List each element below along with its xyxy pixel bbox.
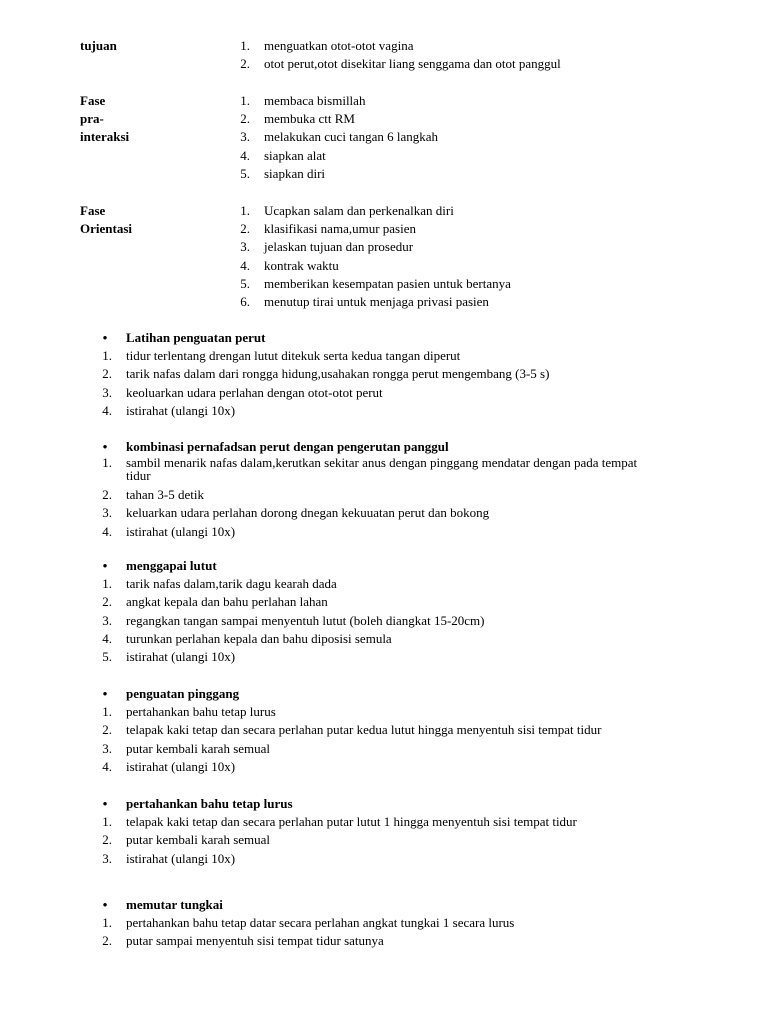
step-number: 4. [102, 402, 112, 418]
step-text: telapak kaki tetap dan secara perlahan putar kedua lutut hingga menyentuh sisi tempat tidur [126, 722, 602, 738]
step-number: 1. [102, 915, 112, 931]
step-item [100, 721, 660, 739]
item-text: kontrak waktu [264, 257, 339, 273]
step-text: tahan 3-5 detik [126, 487, 204, 503]
step-item [100, 593, 660, 611]
step-text: istirahat (ulangi 10x) [126, 758, 236, 774]
item-number: 4. [240, 257, 250, 273]
item-number: 1. [240, 203, 250, 218]
bullet-icon: • [102, 686, 108, 701]
exercise-penguatan-pinggang [100, 685, 660, 776]
item-number: 5. [240, 165, 250, 181]
exercise-heading [100, 896, 660, 914]
item-text: Ucapkan salam dan perkenalkan diri [264, 203, 454, 218]
step-number: 4. [102, 523, 112, 539]
exercise-heading [100, 329, 660, 347]
exercise-menggapai-lutut [100, 557, 660, 666]
step-text: keluarkan udara perlahan dorong dnegan kekuuatan perut dan bokong [126, 505, 490, 521]
step-item [100, 523, 660, 541]
step-item [100, 932, 660, 950]
step-item [100, 402, 660, 420]
bullet-icon: • [102, 330, 108, 345]
step-item [100, 850, 660, 868]
step-text: putar kembali karah semual [126, 832, 271, 848]
step-item [100, 758, 660, 776]
bullet-icon: • [102, 796, 108, 811]
step-text: putar sampai menyentuh sisi tempat tidur satunya [126, 933, 384, 949]
exercise-title: menggapai lutut [126, 558, 217, 573]
exercise-title: penguatan pinggang [126, 686, 240, 701]
step-item [100, 612, 660, 630]
item-text: menguatkan otot-otot vagina [264, 38, 414, 53]
bullet-icon: • [102, 558, 108, 573]
step-number: 1. [102, 814, 112, 830]
step-text: telapak kaki tetap dan secara perlahan putar lutut 1 hingga menyentuh sisi tempat tidur [126, 814, 577, 830]
step-number: 2. [102, 933, 112, 949]
step-number: 3. [102, 505, 112, 521]
item-text: memberikan kesempatan pasien untuk bertanya [264, 275, 511, 291]
item-number: 2. [240, 56, 250, 72]
step-number: 1. [102, 704, 112, 720]
item-text: membuka ctt RM [264, 111, 355, 127]
step-text: pertahankan bahu tetap lurus [126, 704, 276, 720]
step-item [100, 504, 660, 522]
step-item [100, 648, 660, 666]
item-text: siapkan alat [264, 147, 326, 163]
item-number: 3. [240, 129, 250, 145]
step-number: 3. [102, 384, 112, 400]
step-text: istirahat (ulangi 10x) [126, 649, 236, 664]
item-text: melakukan cuci tangan 6 langkah [264, 129, 438, 145]
step-item [100, 740, 660, 758]
step-text: tarik nafas dalam,tarik dagu kearah dada [126, 576, 337, 592]
exercise-title: kombinasi pernafadsan perut dengan pengerutan panggul [126, 439, 449, 454]
step-text: regangkan tangan sampai menyentuh lutut (boleh diangkat 15-20cm) [126, 612, 485, 628]
item-number: 4. [240, 147, 250, 163]
item-text: menutup tirai untuk menjaga privasi pasien [264, 293, 489, 309]
exercise-memutar-tungkai [100, 896, 660, 951]
step-number: 2. [102, 832, 112, 848]
step-item [100, 456, 660, 482]
step-item [100, 365, 660, 383]
step-number: 3. [102, 612, 112, 628]
step-item [100, 347, 660, 365]
step-number: 2. [102, 594, 112, 610]
exercise-heading [100, 795, 660, 813]
item-text: otot perut,otot disekitar liang senggama dan otot panggul [264, 56, 561, 72]
exercise-heading [100, 685, 660, 703]
step-item [100, 486, 660, 504]
step-number: 2. [102, 366, 112, 382]
step-number: 1. [102, 576, 112, 592]
item-number: 6. [240, 293, 250, 309]
item-text: jelaskan tujuan dan prosedur [264, 239, 414, 255]
step-text: angkat kepala dan bahu perlahan lahan [126, 594, 328, 610]
item-number: 2. [240, 221, 250, 237]
item-text: siapkan diri [264, 165, 326, 181]
exercise-title: Latihan penguatan perut [126, 330, 266, 345]
step-text: keoluarkan udara perlahan dengan otot-otot perut [126, 384, 383, 400]
exercise-latihan-penguatan-perut [100, 329, 660, 420]
step-item [100, 813, 660, 831]
exercise-title: pertahankan bahu tetap lurus [126, 796, 293, 811]
step-text: istirahat (ulangi 10x) [126, 523, 236, 539]
exercise-kombinasi-pernafasan [100, 438, 660, 541]
step-item [100, 630, 660, 648]
step-number: 3. [102, 740, 112, 756]
step-text: tidur terlentang drengan lutut ditekuk serta kedua tangan diperut [126, 348, 461, 364]
step-text: sambil menarik nafas dalam,kerutkan sekitar anus dengan pinggang mendatar dengan pada tempat tidur [126, 455, 638, 484]
bullet-icon: • [102, 439, 108, 454]
section-label: tujuan [80, 38, 117, 53]
step-item [100, 575, 660, 593]
step-number: 1. [102, 455, 112, 471]
item-number: 2. [240, 111, 250, 127]
section-label: Fase pra-interaksi [80, 93, 130, 145]
step-number: 2. [102, 722, 112, 738]
exercise-heading [100, 557, 660, 575]
step-number: 2. [102, 487, 112, 503]
step-text: tarik nafas dalam dari rongga hidung,usahakan rongga perut mengembang (3-5 s) [126, 366, 550, 382]
exercise-heading [100, 438, 660, 456]
step-item [100, 384, 660, 402]
step-number: 5. [102, 649, 112, 664]
bullet-icon: • [102, 897, 108, 912]
step-item [100, 914, 660, 932]
step-text: turunkan perlahan kepala dan bahu diposisi semula [126, 630, 392, 646]
item-text: membaca bismillah [264, 93, 366, 108]
step-number: 3. [102, 850, 112, 866]
step-number: 4. [102, 630, 112, 646]
exercise-pertahankan-bahu [100, 795, 660, 868]
step-number: 1. [102, 348, 112, 364]
step-text: istirahat (ulangi 10x) [126, 850, 236, 866]
step-text: istirahat (ulangi 10x) [126, 402, 236, 418]
section-label: Fase Orientasi [80, 203, 132, 237]
item-number: 3. [240, 239, 250, 255]
step-item [100, 703, 660, 721]
item-number: 1. [240, 38, 250, 53]
step-text: putar kembali karah semual [126, 740, 271, 756]
item-number: 1. [240, 93, 250, 108]
exercise-title: memutar tungkai [126, 897, 223, 912]
step-item [100, 831, 660, 849]
item-text: klasifikasi nama,umur pasien [264, 221, 416, 237]
step-text: pertahankan bahu tetap datar secara perlahan angkat tungkai 1 secara lurus [126, 915, 515, 931]
item-number: 5. [240, 275, 250, 291]
step-number: 4. [102, 758, 112, 774]
